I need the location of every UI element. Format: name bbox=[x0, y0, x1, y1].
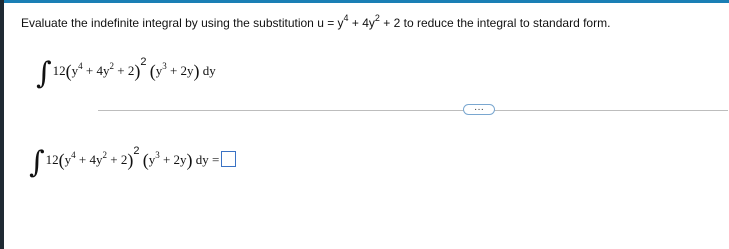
answer-t4: + 2y bbox=[159, 152, 187, 167]
integral-t4: + 2y bbox=[166, 63, 194, 78]
close-paren: ) bbox=[134, 61, 141, 81]
open-paren-2: ( bbox=[142, 150, 149, 170]
close-paren: ) bbox=[127, 150, 134, 170]
integral-dy: dy bbox=[202, 63, 216, 78]
top-accent-bar bbox=[0, 0, 729, 3]
integral-y1: y bbox=[71, 63, 79, 78]
answer-t2: + 4y bbox=[75, 152, 103, 167]
question-prefix: Evaluate the indefinite integral by using the substitution u = y bbox=[21, 16, 344, 30]
question-exp2: 2 bbox=[374, 13, 380, 23]
section-divider bbox=[98, 110, 728, 111]
question-suffix: + 2 to reduce the integral to standard form. bbox=[379, 16, 611, 30]
answer-equals: dy = bbox=[195, 152, 220, 167]
answer-t3: + 2 bbox=[106, 152, 128, 167]
open-paren: ( bbox=[58, 150, 65, 170]
question-exp1: 4 bbox=[343, 13, 349, 23]
answer-e2: 2 bbox=[102, 150, 107, 160]
integral-e2: 2 bbox=[109, 61, 114, 71]
answer-coef: 12 bbox=[45, 152, 59, 167]
integral-outer-exp: 2 bbox=[140, 56, 147, 68]
answer-expression bbox=[29, 145, 236, 180]
left-edge-bar bbox=[0, 0, 4, 249]
more-options-button[interactable]: ··· bbox=[463, 104, 495, 115]
integral-e3: 3 bbox=[162, 61, 167, 71]
integral-t2: + 4y bbox=[82, 63, 110, 78]
open-paren-2: ( bbox=[149, 61, 156, 81]
integral-sign-icon: ∫ bbox=[29, 145, 45, 180]
question-mid: + 4y bbox=[348, 16, 375, 30]
integral-e1: 4 bbox=[78, 61, 83, 71]
integral-y3: y bbox=[155, 63, 163, 78]
close-paren-2: ) bbox=[193, 61, 200, 81]
question-text bbox=[21, 13, 611, 30]
answer-y1: y bbox=[64, 152, 72, 167]
integral-coef: 12 bbox=[52, 63, 66, 78]
answer-outer-exp: 2 bbox=[133, 145, 140, 157]
answer-y3: y bbox=[148, 152, 156, 167]
answer-input-box[interactable] bbox=[221, 151, 236, 167]
integral-expression bbox=[36, 56, 216, 91]
open-paren: ( bbox=[65, 61, 72, 81]
integral-t3: + 2 bbox=[113, 63, 135, 78]
answer-e1: 4 bbox=[71, 150, 76, 160]
answer-e3: 3 bbox=[155, 150, 160, 160]
close-paren-2: ) bbox=[186, 150, 193, 170]
integral-sign-icon: ∫ bbox=[36, 56, 52, 91]
